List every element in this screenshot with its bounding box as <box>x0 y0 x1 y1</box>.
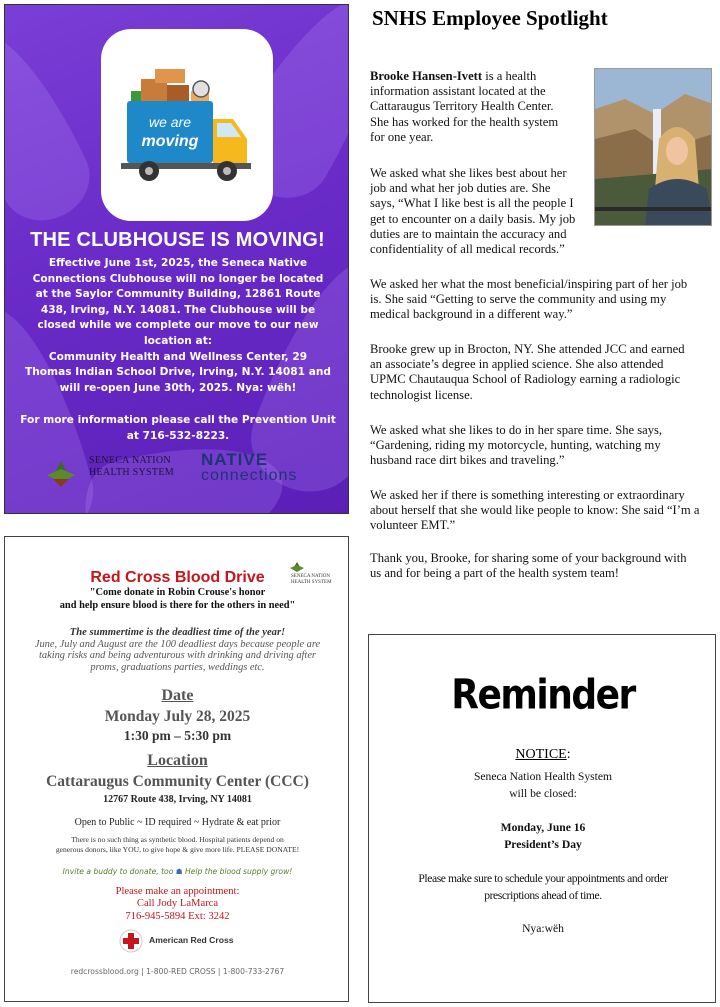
spotlight-line: says, “What I like best is all the people I <box>370 196 574 211</box>
blood-appointment <box>5 886 350 923</box>
moving-truck-card <box>101 29 273 221</box>
notice-holiday: President’s Day <box>504 838 582 851</box>
seneca-logo-line: HEALTH SYSTEM <box>89 467 174 478</box>
flyer-body-line: Thomas Indian School Drive, Irving, N.Y. 14081 and <box>25 366 331 379</box>
blood-headline: The summertime is the deadliest time of the year! <box>69 627 286 638</box>
notice-instruction-line: prescriptions ahead of time. <box>484 889 602 902</box>
flyer-body-line: Community Health and Wellness Center, 29 <box>48 350 308 363</box>
blood-synthetic-note <box>5 835 350 855</box>
spotlight-line: an associate’s degree in applied science. She also attended <box>370 357 664 372</box>
blood-quote-line: and help ensure blood is there for the others in need" <box>59 599 296 611</box>
spotlight-line: UPMC Chautauqua School of Radiology earning a radiologic <box>370 372 681 387</box>
blood-address: 12767 Route 438, Irving, NY 14081 <box>103 794 252 805</box>
reminder-notice <box>368 634 716 1003</box>
spotlight-line: job and what her job duties are. She <box>370 181 551 196</box>
spotlight-line: Thank you, Brooke, for sharing some of your background with <box>370 551 687 565</box>
blood-italic-line: taking risks and being adventurous with drinking and driving after <box>39 650 316 661</box>
flyer-body-line: Connections Clubhouse will no longer be located <box>32 272 324 285</box>
spotlight-intro <box>370 69 590 145</box>
spotlight-paragraph-inspiring <box>370 277 715 323</box>
blood-synthetic-line: There is no such thing as synthetic blood. Hospital patients depend on <box>71 835 284 844</box>
blood-appointment-line: Call Jody LaMarca <box>136 898 219 910</box>
employee-photo-image <box>595 69 712 226</box>
red-cross-icon <box>119 929 143 953</box>
flyer-body <box>19 256 337 396</box>
spotlight-line: confidentiality of all medical records.” <box>370 242 565 257</box>
spotlight-line: We asked her what the most beneficial/inspiring part of her job <box>370 277 688 291</box>
reminder-title: Reminder <box>451 671 635 720</box>
spotlight-line: Brooke grew up in Brocton, NY. She attended JCC and earned <box>370 342 685 356</box>
blood-quote-line: "Come donate in Robin Crouse's honor <box>89 587 266 598</box>
blood-drop-icon: ☗ <box>175 867 183 876</box>
blood-logo-text <box>291 574 332 586</box>
notice-body <box>369 768 717 802</box>
flyer-body-line: Effective June 1st, 2025, the Seneca Native <box>48 257 308 269</box>
notice-date-line: Monday, June 16 <box>500 821 586 834</box>
flyer-body-line: at the Saylor Community Building, 12861 Route <box>35 288 321 301</box>
flyer-body-line: closed while we complete our move to our new <box>37 319 319 332</box>
notice-instructions <box>369 870 717 904</box>
flyer-body-line: location at: <box>144 334 212 347</box>
spotlight-line: volunteer EMT.” <box>370 518 456 533</box>
spotlight-paragraph-thanks <box>370 551 715 581</box>
notice-signoff: Nya:wëh <box>522 922 564 935</box>
spotlight-line: technologist license. <box>370 387 473 402</box>
clubhouse-moving-flyer <box>4 4 349 514</box>
truck-text-moving: moving <box>141 133 199 150</box>
employee-name: Brooke Hansen-Ivett <box>370 69 483 83</box>
spotlight-line: We asked what she likes to do in her spare time. She says, <box>370 423 663 437</box>
blood-logo-line: HEALTH SYSTEM <box>291 580 332 585</box>
notice-colon: : <box>566 747 571 762</box>
blood-italic-line: June, July and August are the 100 deadliest days because people are <box>34 638 321 650</box>
flyer-contact-line: at 716-532-8223. <box>126 429 230 442</box>
american-red-cross-logo <box>119 929 239 953</box>
notice-line: will be closed: <box>509 787 577 800</box>
red-cross-label: American Red Cross <box>149 935 234 945</box>
blood-time: 1:30 pm – 5:30 pm <box>123 728 232 743</box>
spotlight-line: is a health <box>482 69 537 83</box>
blood-buddy-text: Invite a buddy to donate, too <box>62 867 174 876</box>
notice-line: Seneca Nation Health System <box>473 770 613 783</box>
native-logo-line: NATIVE <box>201 450 269 469</box>
spotlight-line: She has worked for the health system <box>370 114 559 129</box>
spotlight-line: husband race dirt bikes and traveling.” <box>370 453 565 468</box>
spotlight-line: We asked what she likes best about her <box>370 166 567 180</box>
spotlight-line: is. She said “Getting to serve the community and using my <box>370 292 667 307</box>
moving-truck-icon <box>101 29 273 221</box>
blood-appointment-line: 716-945-5894 Ext: 3242 <box>125 910 230 922</box>
notice-date <box>369 819 717 853</box>
employee-photo <box>594 68 712 226</box>
spotlight-line: information assistant located at the <box>370 84 546 99</box>
spotlight-line: for one year. <box>370 129 434 144</box>
spotlight-paragraph-background <box>370 342 715 403</box>
blood-drive-flyer <box>4 536 349 1002</box>
feather-decoration <box>4 15 103 234</box>
blood-drive-title: Red Cross Blood Drive <box>90 569 265 586</box>
blood-italic-line: proms, graduations parties, weddings etc. <box>90 661 265 673</box>
blood-location-heading: Location <box>147 752 208 769</box>
truck-text-we-are: we are <box>148 114 192 130</box>
spotlight-line: us and for being a part of the health system team! <box>370 566 619 581</box>
blood-buddy-text: Help the blood supply grow! <box>185 867 293 876</box>
seneca-logo-text <box>89 455 174 479</box>
spotlight-paragraph-likes <box>370 166 592 257</box>
blood-location: Cattaraugus Community Center (CCC) <box>46 773 309 790</box>
seneca-nation-logo-icon <box>289 561 305 575</box>
blood-date: Monday July 28, 2025 <box>104 708 251 725</box>
blood-appointment-line: Please make an appointment: <box>115 886 240 897</box>
flyer-body-line: 438, Irving, N.Y. 14081. The Clubhouse will be <box>40 303 316 316</box>
flyer-contact-line: For more information please call the Prevention Unit <box>20 414 336 426</box>
notice-label: NOTICE <box>515 747 567 762</box>
spotlight-line: “Gardening, riding my motorcycle, hunting, watching my <box>370 438 661 453</box>
blood-summer-warning <box>5 627 350 673</box>
seneca-logo-line: SENECA NATION <box>89 455 171 466</box>
flyer-body-line: will re-open June 30th, 2025. Nya: wëh! <box>59 381 297 394</box>
blood-synthetic-line: generous donors, like YOU, to give hope & give more life. PLEASE DONATE! <box>55 845 300 854</box>
spotlight-paragraph-extraordinary <box>370 488 715 534</box>
spotlight-line: medical background in a different way.” <box>370 307 573 322</box>
flyer-title: THE CLUBHOUSE IS MOVING! <box>30 229 325 251</box>
spotlight-title: SNHS Employee Spotlight <box>372 6 608 30</box>
flyer-contact <box>19 413 337 444</box>
notice-instruction-line: Please make sure to schedule your appointments and order <box>418 872 668 885</box>
blood-footer: redcrossblood.org | 1-800-RED CROSS | 1-800-733-2767 <box>70 967 285 976</box>
native-logo-line: connections <box>201 467 298 484</box>
spotlight-line: Cattaraugus Territory Health Center. <box>370 99 554 114</box>
spotlight-line: get to encounter on a daily basis. My job <box>370 211 576 226</box>
spotlight-line: duties are to maintain the accuracy and <box>370 226 567 241</box>
blood-date-heading: Date <box>161 687 194 704</box>
blood-buddy-line <box>5 867 350 876</box>
spotlight-paragraph-hobbies <box>370 423 715 469</box>
blood-open-line: Open to Public ~ ID required ~ Hydrate & eat prior <box>74 817 281 828</box>
native-connections-logo <box>201 451 297 484</box>
spotlight-line: We asked her if there is something interesting or extraordinary <box>370 488 685 502</box>
blood-quote <box>5 587 350 612</box>
spotlight-line: about herself that she would like people to know: She said “I’m a <box>370 503 700 518</box>
notice-heading <box>369 747 717 763</box>
blood-logo-line: SENECA NATION <box>291 574 331 579</box>
